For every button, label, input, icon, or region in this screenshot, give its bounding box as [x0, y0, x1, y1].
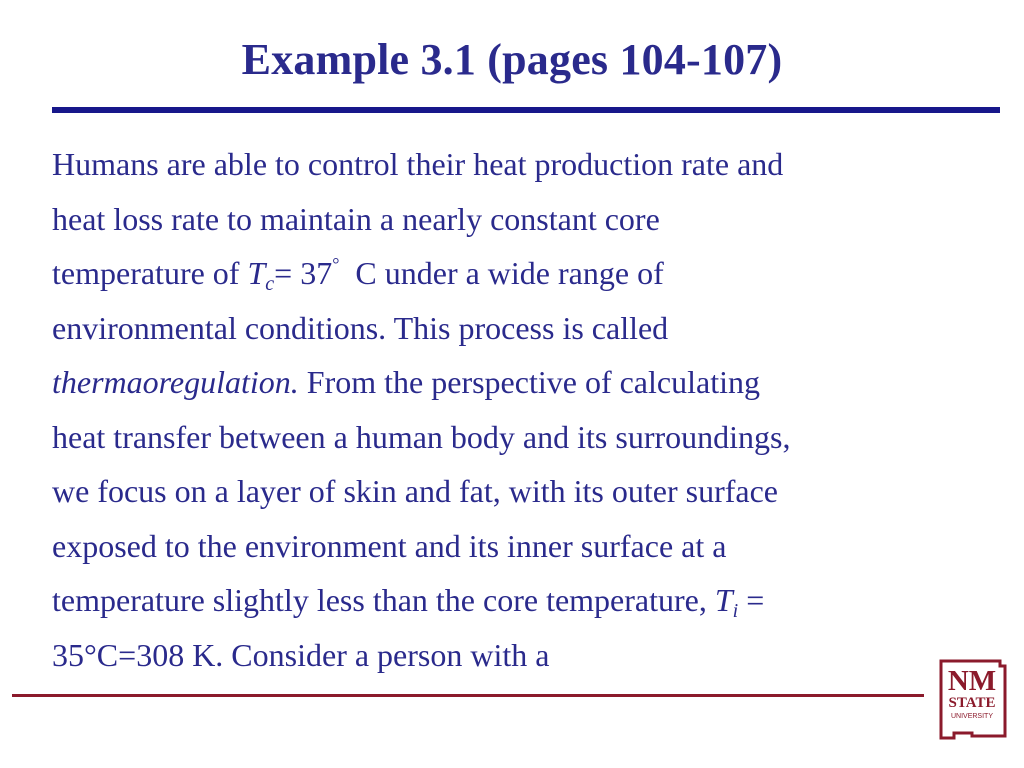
inner-temperature-symbol: T: [714, 582, 733, 618]
degree-symbol: °: [332, 254, 340, 274]
body-line-7: we focus on a layer of skin and fat, with its outer surface: [52, 473, 778, 509]
core-temperature-subscript: c: [265, 273, 275, 295]
body-line-4: environmental conditions. This process is called: [52, 309, 669, 346]
body-line-3: [52, 246, 982, 301]
body-line-1: Humans are able to control their heat production rate and: [52, 146, 784, 182]
body-line-3-rest: C under a wide range of: [339, 255, 664, 291]
nmsu-logo: [938, 658, 1010, 740]
inner-temperature-subscript: i: [732, 600, 739, 622]
body-line-3-text: temperature of: [52, 255, 248, 291]
core-temperature-symbol: T: [247, 255, 266, 291]
body-line-8: exposed to the environment and its inner surface at a: [52, 527, 727, 564]
logo-nm-text: NM: [947, 665, 997, 697]
body-line-10: 35°C=308 K. Consider a person with a: [52, 636, 550, 673]
slide-title: Example 3.1 (pages 104-107): [241, 35, 783, 84]
body-line-5: [52, 355, 982, 410]
core-temperature-value: = 37: [274, 255, 333, 291]
body-line-9: [52, 573, 982, 628]
body-line-2: heat loss rate to maintain a nearly constant core: [52, 200, 660, 237]
body-text: [52, 137, 982, 682]
body-line-6: heat transfer between a human body and its surroundings,: [52, 418, 791, 455]
logo-university-text: UNIVERSITY: [950, 713, 994, 720]
body-line-9-rest: =: [738, 582, 765, 618]
title-divider: [52, 107, 1000, 113]
body-line-9-text: temperature slightly less than the core temperature,: [52, 582, 715, 618]
body-line-5-rest: From the perspective of calculating: [298, 364, 760, 400]
thermoregulation-term: thermaoregulation.: [52, 364, 299, 400]
footer-divider: [12, 694, 924, 697]
logo-state-text: STATE: [948, 695, 996, 711]
